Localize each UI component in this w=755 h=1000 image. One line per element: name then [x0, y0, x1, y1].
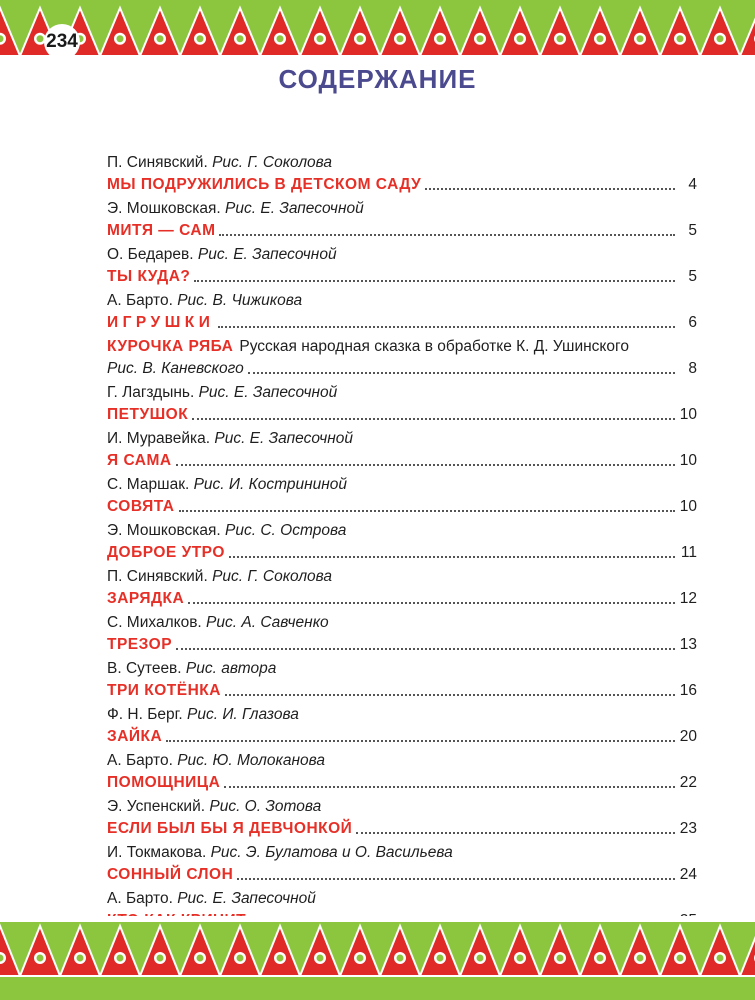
border-dot-inner: [597, 35, 604, 42]
toc-entry[interactable]: [107, 290, 697, 334]
toc-entry-special[interactable]: [107, 336, 697, 380]
page-ref: 13: [679, 636, 697, 653]
border-dot-inner: [637, 955, 644, 962]
leader-dots: [229, 555, 675, 558]
author-line: В. Сутеев. Рис. автора: [107, 660, 277, 677]
border-dot-inner: [317, 955, 324, 962]
border-dot-inner: [397, 955, 404, 962]
toc-entry[interactable]: [107, 658, 697, 702]
border-dot-inner: [77, 955, 84, 962]
author-line: Э. Мошковская. Рис. С. Острова: [107, 522, 347, 539]
leader-dots: [188, 601, 675, 604]
toc-entry[interactable]: [107, 796, 697, 840]
border-dot-inner: [437, 955, 444, 962]
border-dot-inner: [717, 35, 724, 42]
illustrator-line: Рис. В. Каневского: [107, 360, 244, 377]
author-line: С. Маршак. Рис. И. Кострининой: [107, 476, 348, 493]
leader-dots: [192, 417, 675, 420]
author-line: А. Барто. Рис. В. Чижикова: [107, 292, 303, 309]
page-ref: 5: [688, 222, 697, 239]
author-line: А. Барто. Рис. Ю. Молоканова: [107, 752, 325, 769]
page-ref: 8: [688, 360, 697, 377]
border-dot-inner: [197, 35, 204, 42]
leader-dots: [225, 693, 675, 696]
leader-dots: [224, 785, 675, 788]
border-dot-inner: [397, 35, 404, 42]
leader-dots: [219, 233, 675, 236]
top-decorative-border: [0, 0, 755, 62]
border-dot-inner: [677, 955, 684, 962]
author-line: И. Муравейка. Рис. Е. Запесочной: [107, 430, 354, 447]
page-ref: 22: [679, 774, 697, 791]
page-ref: 23: [679, 820, 697, 837]
story-title[interactable]: ЕСЛИ БЫЛ БЫ Я ДЕВЧОНКОЙ: [107, 820, 353, 837]
leader-dots: [237, 877, 675, 880]
border-dot-inner: [357, 955, 364, 962]
author-line: О. Бедарев. Рис. Е. Запесочной: [107, 246, 337, 263]
story-title[interactable]: СОННЫЙ СЛОН: [107, 866, 234, 883]
story-title[interactable]: Я САМА: [107, 452, 172, 469]
toc-entry[interactable]: [107, 244, 697, 288]
border-dot-inner: [437, 35, 444, 42]
toc-entry[interactable]: [107, 566, 697, 610]
story-title[interactable]: ПЕТУШОК: [107, 406, 189, 423]
border-dot-inner: [37, 35, 44, 42]
author-line: П. Синявский. Рис. Г. Соколова: [107, 154, 333, 171]
border-dot-inner: [477, 955, 484, 962]
page-ref: 5: [688, 268, 697, 285]
story-title[interactable]: ТРЕЗОР: [107, 636, 173, 653]
leader-dots: [166, 739, 675, 742]
toc-entry[interactable]: [107, 842, 697, 886]
table-of-contents: [107, 152, 697, 934]
border-dot-inner: [517, 35, 524, 42]
story-subtitle: Русская народная сказка в обработке К. Д. Ушинского: [239, 338, 629, 355]
leader-dots: [176, 647, 675, 650]
story-title[interactable]: ТЫ КУДА?: [107, 268, 191, 285]
author-line: Ф. Н. Берг. Рис. И. Глазова: [107, 706, 299, 723]
page-ref: 10: [679, 406, 697, 423]
story-title[interactable]: КУРОЧКА РЯБА: [107, 338, 234, 355]
author-line: И. Токмакова. Рис. Э. Булатова и О. Васильева: [107, 844, 453, 861]
border-dot-inner: [317, 35, 324, 42]
border-dot-inner: [117, 955, 124, 962]
page-ref: 4: [688, 176, 697, 193]
page-ref: 6: [688, 314, 697, 331]
page-ref: 11: [680, 544, 697, 561]
author-line: Э. Мошковская. Рис. Е. Запесочной: [107, 200, 364, 217]
bottom-decorative-border: [0, 916, 755, 1000]
border-dot-inner: [37, 955, 44, 962]
page-ref: 12: [679, 590, 697, 607]
border-dot-inner: [157, 35, 164, 42]
toc-entry[interactable]: [107, 520, 697, 564]
author-line: А. Барто. Рис. Е. Запесочной: [107, 890, 316, 907]
toc-entry[interactable]: [107, 382, 697, 426]
border-dot-inner: [557, 955, 564, 962]
author-line: Г. Лагздынь. Рис. Е. Запесочной: [107, 384, 338, 401]
author-line: Э. Успенский. Рис. О. Зотова: [107, 798, 322, 815]
border-dot-inner: [157, 955, 164, 962]
story-title[interactable]: МЫ ПОДРУЖИЛИСЬ В ДЕТСКОМ САДУ: [107, 176, 422, 193]
toc-entry[interactable]: [107, 612, 697, 656]
border-dot-inner: [197, 955, 204, 962]
toc-entry[interactable]: [107, 428, 697, 472]
toc-entry[interactable]: [107, 474, 697, 518]
page-ref: 20: [679, 728, 697, 745]
story-title[interactable]: ДОБРОЕ УТРО: [107, 544, 225, 561]
leader-dots: [218, 325, 675, 328]
border-dot-inner: [237, 955, 244, 962]
toc-entry[interactable]: [107, 750, 697, 794]
story-title[interactable]: ТРИ КОТЁНКА: [107, 682, 221, 699]
border-dot-inner: [237, 35, 244, 42]
page-ref: 10: [679, 452, 697, 469]
toc-entry[interactable]: [107, 704, 697, 748]
border-dot-inner: [117, 35, 124, 42]
border-dot-inner: [717, 955, 724, 962]
story-title[interactable]: ЗАЙКА: [107, 728, 163, 745]
page-title: СОДЕРЖАНИЕ: [278, 64, 477, 94]
leader-dots: [248, 371, 675, 374]
border-dot-inner: [277, 955, 284, 962]
border-dot-inner: [277, 35, 284, 42]
leader-dots: [356, 831, 675, 834]
leader-dots: [425, 187, 675, 190]
story-title[interactable]: ИГРУШКИ: [107, 314, 215, 331]
toc-entry[interactable]: [107, 198, 697, 242]
page-number: 234: [44, 24, 80, 60]
leader-dots: [176, 463, 675, 466]
story-title[interactable]: ПОМОЩНИЦА: [107, 774, 221, 791]
leader-dots: [194, 279, 675, 282]
story-title[interactable]: МИТЯ — САМ: [107, 222, 216, 239]
page-ref: 24: [679, 866, 697, 883]
border-dot-inner: [517, 955, 524, 962]
border-dot-inner: [357, 35, 364, 42]
author-line: С. Михалков. Рис. А. Савченко: [107, 614, 329, 631]
border-dot-inner: [637, 35, 644, 42]
leader-dots: [179, 509, 676, 512]
author-line: П. Синявский. Рис. Г. Соколова: [107, 568, 333, 585]
story-title[interactable]: СОВЯТА: [107, 498, 175, 515]
border-dot-inner: [477, 35, 484, 42]
border-dot-inner: [597, 955, 604, 962]
story-title[interactable]: ЗАРЯДКА: [107, 590, 185, 607]
border-dot-inner: [677, 35, 684, 42]
page-ref: 16: [679, 682, 697, 699]
page-ref: 10: [679, 498, 697, 515]
border-dot-inner: [557, 35, 564, 42]
toc-entry[interactable]: [107, 152, 697, 196]
